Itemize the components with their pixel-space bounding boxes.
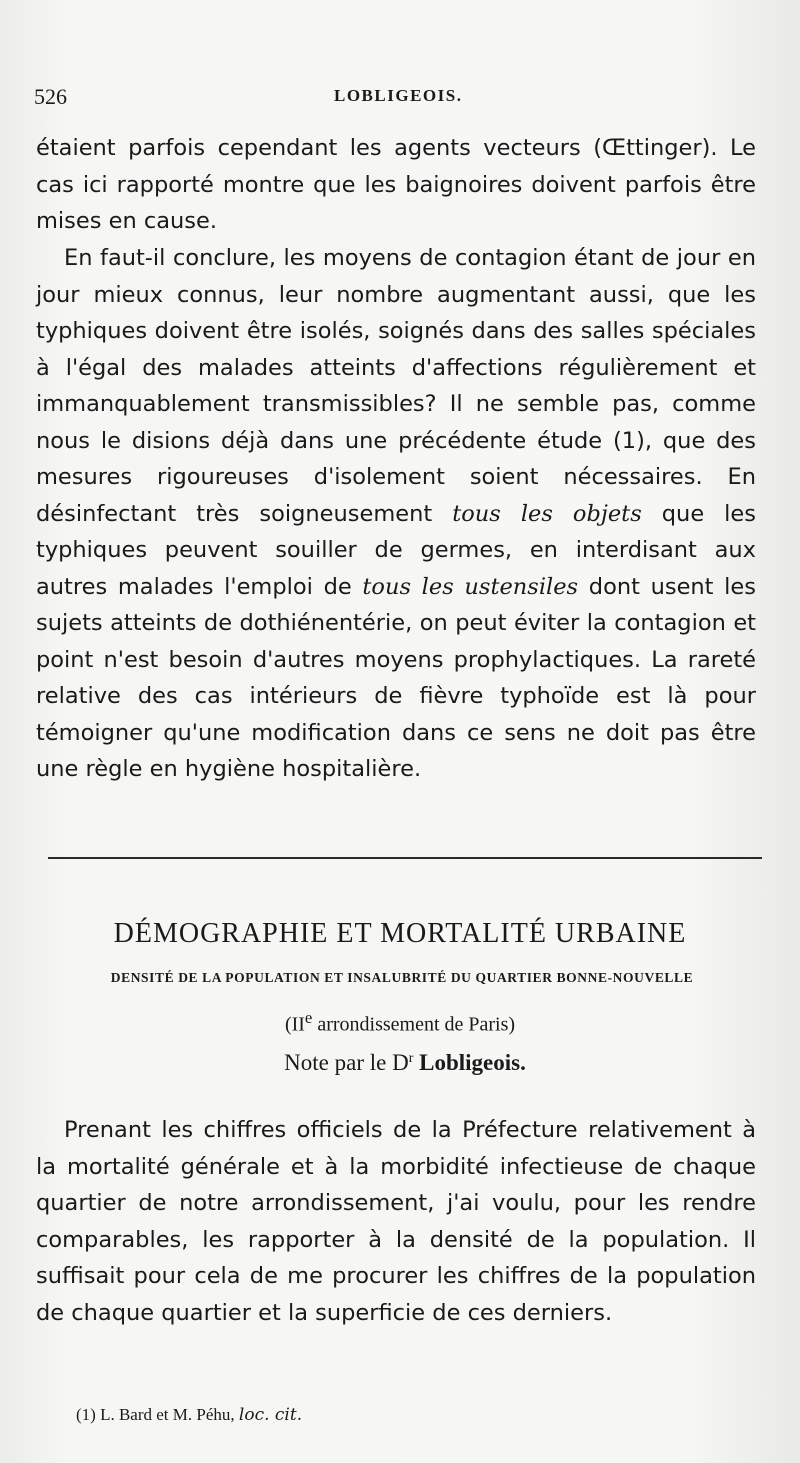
paragraph-introduction [36,1112,756,1331]
district-sup: e [304,1008,313,1027]
italic-run: tous les objets [452,500,642,527]
paragraph-text [36,240,756,788]
section-subtitle: DENSITÉ DE LA POPULATION ET INSALUBRITÉ DU QUARTIER BONNE-NOUVELLE [110,970,694,985]
running-head [34,84,754,114]
footnote-italic: loc. cit. [238,1405,303,1425]
paragraph-conclusion [36,240,756,788]
section-divider [48,857,762,859]
running-title: LOBLIGEOIS. [334,86,463,105]
district-post: arrondissement de Paris) [312,1013,516,1036]
section-district [0,1008,800,1037]
paragraph-text: Prenant les chiffres officiels de la Préfecture relativement à la mortalité générale et à la morbidité infectieuse de chaque quartier de notre arrondissement, j'ai voulu, pour les rendre comparables, les rapporter à la densité de la population. Il suffisait pour cela de me procurer les chiffres de la population de chaque quartier et la superficie de ces derniers. [36,1117,756,1326]
note-sup: r [408,1051,414,1066]
author-name: Lobligeois. [419,1050,526,1075]
footnote-marker: (1) [76,1405,96,1424]
footnote-text: L. Bard et M. Péhu, [95,1405,239,1424]
paragraph-continuation [36,130,756,240]
text-run: dont usent les sujets atteints de dothiénentérie, on peut éviter la contagion et point n'est besoin d'autres moyens prophylactiques. La rareté relative des cas intérieurs de fièvre typhoïde est là pour témoigner qu'une modification dans ce sens ne doit pas être une règle en hygiène hospitalière. [36,573,756,782]
text-run: que les typhiques peuvent souiller de germes, en interdisant aux autres malades l'emploi de [36,500,756,600]
italic-run: tous les ustensiles [362,573,579,600]
district-pre: (II [284,1013,305,1036]
note-pre: Note par le D [284,1050,409,1075]
footnote [76,1405,302,1425]
page-number: 526 [34,84,67,109]
paragraph-text: étaient parfois cependant les agents vecteurs (Œttinger). Le cas ici rapporté montre que les baignoires doivent parfois être mises en cause. [36,135,756,234]
text-run: En faut-il conclure, les moyens de contagion étant de jour en jour mieux connus, leur nombre augmentant aussi, que les typhiques doivent être isolés, soignés dans des salles spéciales à l'égal des malades atteints d'affections régulièrement et immanquablement transmissibles? Il ne semble pas, comme nous le disions déjà dans une précédente étude (1), que des mesures rigoureuses d'isolement soient nécessaires. En désinfectant très soigneusement [36,245,756,527]
author-note [0,1050,800,1076]
section-title: DÉMOGRAPHIE ET MORTALITÉ URBAINE [113,918,687,949]
